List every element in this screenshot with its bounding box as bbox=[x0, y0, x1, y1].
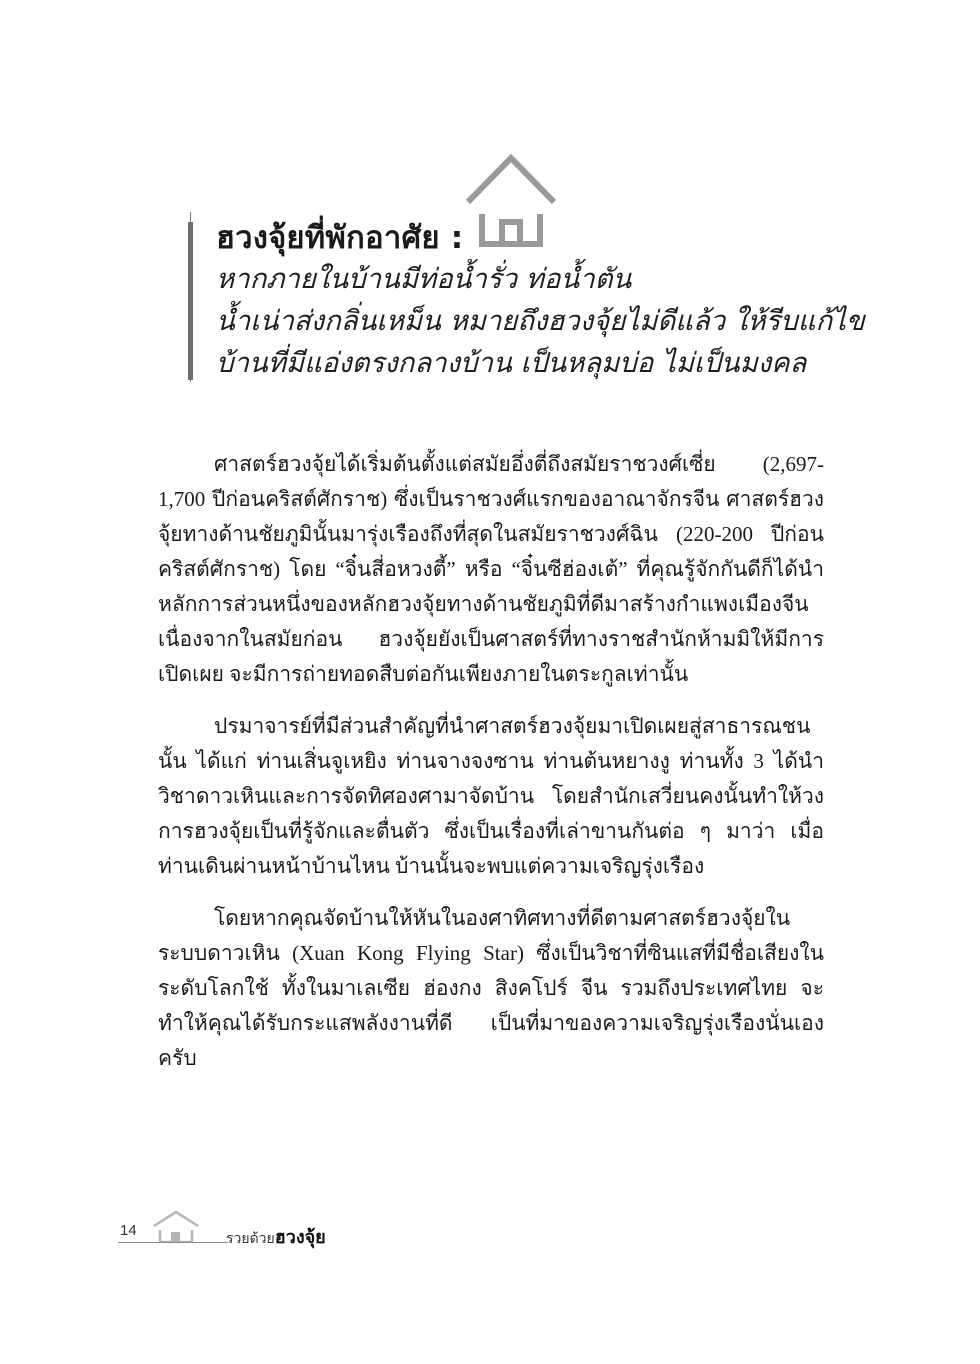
section-subtitle bbox=[216, 258, 865, 384]
section-title: ฮวงจุ้ยที่พักอาศัย : bbox=[216, 220, 464, 256]
subtitle-line: หากภายในบ้านมีท่อน้ำรั่ว ท่อน้ำตัน bbox=[216, 263, 632, 295]
paragraph: โดยหากคุณจัดบ้านให้หันในองศาทิศทางที่ดีตามศาสตร์ฮวงจุ้ยในระบบดาวเหิน (Xuan Kong Flying Star) ซึ่งเป็นวิชาที่ซินแสที่มีชื่อเสียงในระดับโลกใช้ ทั้งในมาเลเซีย ฮ่องกง สิงคโปร์ จีน รวมถึงประเทศไทย จะทำให้คุณได้รับกระแสพลังงานที่ดี เป็นที่มาของความเจริญรุ่งเรืองนั่นเอง ครับ bbox=[158, 906, 824, 1070]
body-text bbox=[158, 447, 824, 1093]
footer-house-icon bbox=[148, 1210, 204, 1242]
footer-book-title bbox=[226, 1222, 326, 1251]
house-outline-icon bbox=[464, 152, 558, 248]
book-title-bold: ฮวงจุ้ย bbox=[274, 1227, 326, 1247]
paragraph: ศาสตร์ฮวงจุ้ยได้เริ่มต้นตั้งแต่สมัยอึ่งตี่ถึงสมัยราชวงศ์เซี่ย (2,697-1,700 ปีก่อนคริสต์ศักราช) ซึ่งเป็นราชวงศ์แรกของอาณาจักรจีน ศาสตร์ฮวงจุ้ยทางด้านชัยภูมินั้นมารุ่งเรืองถึงที่สุดในสมัยราชวงศ์ฉิน (220-200 ปีก่อนคริสต์ศักราช) โดย “จิ๋นสี่อหวงตี้” หรือ “จิ๋นซีฮ่องเต้” ที่คุณรู้จักกันดีก็ได้นำหลักการส่วนหนึ่งของหลักฮวงจุ้ยทางด้านชัยภูมิที่ดีมาสร้างกำแพงเมืองจีน เนื่องจากในสมัยก่อน ฮวงจุ้ยยังเป็นศาสตร์ที่ทางราชสำนักห้ามมิให้มีการเปิดเผย จะมีการถ่ายทอดสืบต่อกันเพียงภายในตระกูลเท่านั้น bbox=[158, 452, 824, 686]
subtitle-line: บ้านที่มีแอ่งตรงกลางบ้าน เป็นหลุมบ่อ ไม่เป็นมงคล bbox=[216, 347, 807, 379]
subtitle-line: น้ำเน่าส่งกลิ่นเหม็น หมายถึงฮวงจุ้ยไม่ดีแล้ว ให้รีบแก้ไข bbox=[216, 305, 865, 337]
paragraph: ปรมาจารย์ที่มีส่วนสำคัญที่นำศาสตร์ฮวงจุ้ยมาเปิดเผยสู่สาธารณชนนั้น ได้แก่ ท่านเสิ่นจูเหยิง ท่านจางจงซาน ท่านต้นหยางงู ท่านทั้ง 3 ได้นำวิชาดาวเหินและการจัดทิศองศามาจัดบ้าน โดยสำนักเสวี่ยนคงนั้นทำให้วงการฮวงจุ้ยเป็นที่รู้จักและตื่นตัว ซึ่งเป็นเรื่องที่เล่าขานกันต่อ ๆ มาว่า เมื่อท่านเดินผ่านหน้าบ้านไหน บ้านนั้นจะพบแต่ความเจริญรุ่งเรือง bbox=[158, 714, 824, 878]
book-title-prefix: รวยด้วย bbox=[226, 1230, 275, 1246]
accent-bar bbox=[188, 222, 193, 380]
page-footer bbox=[118, 1210, 358, 1250]
footer-rule bbox=[118, 1242, 228, 1243]
page-number: 14 bbox=[120, 1222, 137, 1239]
accent-line-bottom bbox=[190, 378, 191, 382]
